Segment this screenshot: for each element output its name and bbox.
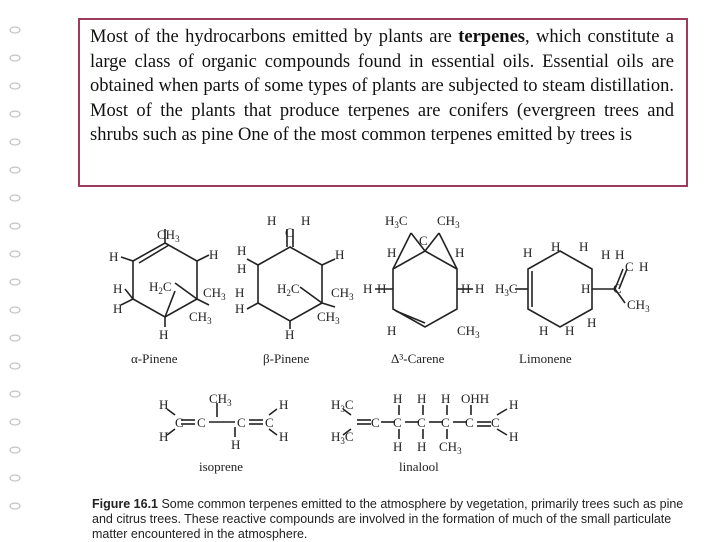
svg-text:H: H	[377, 281, 387, 296]
notebook-binding	[0, 0, 36, 540]
svg-text:C: C	[237, 415, 246, 430]
svg-text:C: C	[419, 233, 428, 248]
svg-text:H: H	[475, 281, 485, 296]
svg-text:H: H	[335, 247, 345, 262]
svg-text:C: C	[417, 415, 426, 430]
carene-label: Δ³-Carene	[391, 351, 445, 366]
paragraph-part-1: Most of the hydrocarbons emitted by plants are	[90, 27, 459, 47]
svg-text:H: H	[159, 429, 169, 444]
svg-text:CH3: $CH_3$	[189, 309, 212, 326]
svg-text:H: H	[523, 245, 533, 260]
svg-text:H: H	[565, 323, 575, 338]
svg-text:H: H	[159, 327, 169, 342]
svg-text:C: C	[613, 281, 622, 296]
svg-text:H: H	[237, 243, 247, 258]
svg-text:H: H	[387, 245, 397, 260]
svg-text:C: C	[491, 415, 500, 430]
svg-text:H: H	[455, 245, 465, 260]
svg-text:H2C: $H_2C$	[277, 281, 300, 298]
svg-text:CH3: $CH_3$	[457, 323, 480, 340]
svg-text:C: C	[371, 415, 380, 430]
svg-text:H: H	[237, 261, 247, 276]
paragraph-part-2: , which constitute a large class of organic compounds found in essential oils. Essential oils are obtained when parts of some types of plants are subjected to steam distillation. Most of the plants that produce terpenes are conifers (evergreen trees and shrubs such as pine One of the most common terpenes emitted by trees is	[90, 27, 675, 145]
caption-text: Some common terpenes emitted to the atmosphere by vegetation, primarily trees such as pine and citrus trees. These reactive compounds are involved in the formation of much of the small particulate matter encountered in the atmosphere.	[92, 497, 684, 541]
svg-text:H: H	[235, 285, 245, 300]
svg-text:H: H	[539, 323, 549, 338]
svg-text:H: H	[285, 327, 295, 342]
terpene-structures-figure	[95, 205, 695, 495]
alpha-pinene-label: α-Pinene	[131, 351, 178, 366]
svg-text:H: H	[639, 259, 649, 274]
linalool-label: linalool	[399, 459, 439, 474]
svg-text:H: H	[601, 247, 611, 262]
limonene-structure	[515, 251, 627, 327]
terpenes-term: terpenes	[458, 27, 526, 47]
svg-text:H3C: $H_3C$	[495, 281, 518, 298]
svg-text:H: H	[581, 281, 591, 296]
svg-text:CH3: $CH_3$	[439, 439, 462, 456]
svg-text:H: H	[231, 437, 241, 452]
svg-text:CH3: $CH_3$	[203, 285, 226, 302]
svg-text:CH3: $CH_3$	[331, 285, 354, 302]
isoprene-label: isoprene	[199, 459, 244, 474]
svg-text:H: H	[279, 429, 289, 444]
svg-text:CH3: $CH_3$	[437, 213, 460, 230]
svg-text:C: C	[197, 415, 206, 430]
svg-text:H: H	[615, 247, 625, 262]
svg-text:H: H	[393, 391, 403, 406]
binding-rings	[5, 0, 25, 540]
svg-text:H: H	[461, 281, 471, 296]
svg-text:H: H	[393, 439, 403, 454]
svg-text:H: H	[441, 391, 451, 406]
svg-text:CH3: $CH_3$	[627, 297, 650, 314]
svg-text:H: H	[159, 397, 169, 412]
svg-text:C: C	[265, 415, 274, 430]
svg-text:H: H	[279, 397, 289, 412]
terpene-text-box	[78, 18, 688, 187]
svg-text:H: H	[587, 315, 597, 330]
limonene-label: Limonene	[519, 351, 572, 366]
svg-text:H: H	[113, 301, 123, 316]
svg-text:H3C: $H_3C$	[331, 429, 354, 446]
svg-text:H: H	[509, 397, 519, 412]
svg-text:H: H	[301, 213, 311, 228]
svg-text:H: H	[109, 249, 119, 264]
svg-text:C: C	[625, 259, 634, 274]
svg-text:H: H	[235, 301, 245, 316]
svg-text:H: H	[551, 239, 561, 254]
svg-text:H: H	[267, 213, 277, 228]
svg-text:C: C	[465, 415, 474, 430]
svg-text:C: C	[285, 225, 294, 240]
svg-text:OHH: OHH	[461, 391, 490, 406]
svg-text:C: C	[393, 415, 402, 430]
svg-text:H3C: $H_3C$	[331, 397, 354, 414]
svg-text:H2C: $H_2C$	[149, 279, 172, 296]
svg-text:CH3: $CH_3$	[209, 391, 232, 408]
structures-svg	[95, 205, 695, 495]
svg-text:H: H	[417, 439, 427, 454]
svg-text:H: H	[509, 429, 519, 444]
svg-text:H: H	[113, 281, 123, 296]
svg-text:CH3: $CH_3$	[317, 309, 340, 326]
svg-text:H: H	[387, 323, 397, 338]
svg-text:C: C	[441, 415, 450, 430]
svg-text:H3C: $H_3C$	[385, 213, 408, 230]
beta-pinene-label: β-Pinene	[263, 351, 310, 366]
svg-text:H: H	[209, 247, 219, 262]
svg-text:H: H	[417, 391, 427, 406]
caption-label: Figure 16.1	[92, 497, 158, 511]
svg-text:C: C	[175, 415, 184, 430]
figure-caption	[92, 497, 692, 542]
svg-text:CH3: $CH_3$	[157, 227, 180, 244]
svg-text:H: H	[363, 281, 373, 296]
svg-text:H: H	[579, 239, 589, 254]
